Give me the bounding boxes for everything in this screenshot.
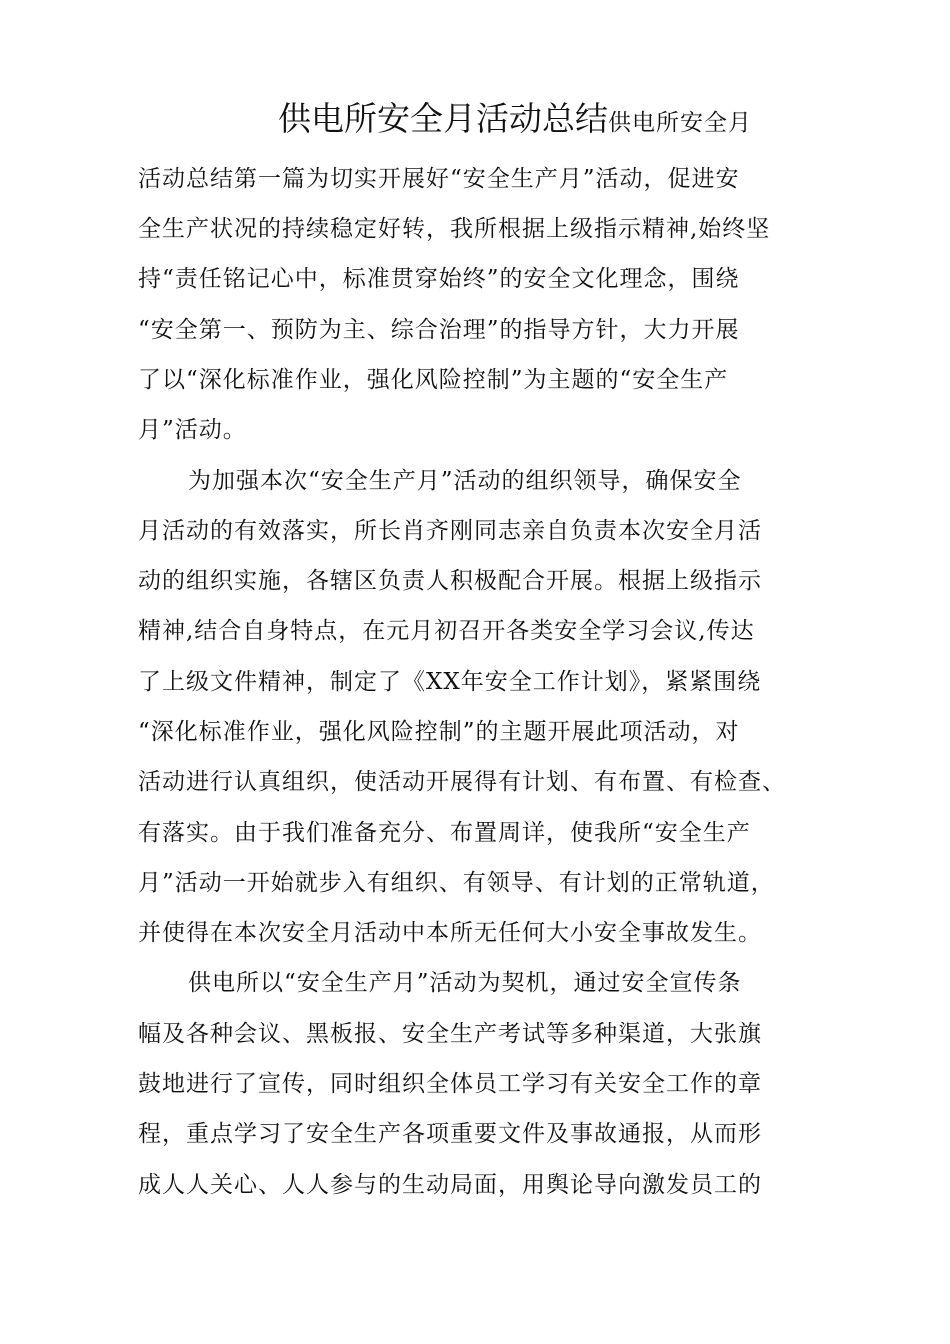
paragraph-2-line-2: 月活动的有效落实，所长肖齐刚同志亲自负责本次安全月活: [138, 518, 762, 544]
paragraph-2-line-5: 了上级文件精神，制定了《XX年安全工作计划》，紧紧围绕: [138, 669, 762, 695]
paragraph-2-line-8: 有落实。由于我们准备充分、布置周详，使我所“安全生产: [138, 820, 751, 846]
title-line: [278, 99, 752, 138]
title-line-tail: 供电所安全月: [608, 110, 752, 136]
paragraph-1-line-4: “安全第一、预防为主、综合治理”的指导方针，大力开展: [138, 317, 740, 343]
paragraph-3-line-3: 鼓地进行了宣传，同时组织全体员工学习有关安全工作的章: [138, 1071, 762, 1097]
paragraph-3-line-1: 供电所以“安全生产月”活动为契机，通过安全宣传条: [188, 970, 742, 996]
paragraph-2-line-1: 为加强本次“安全生产月”活动的组织领导，确保安全: [188, 468, 742, 494]
paragraph-3-line-5: 成人人关心、人人参与的生动局面，用舆论导向激发员工的: [138, 1172, 762, 1198]
document-title: 供电所安全月活动总结: [278, 99, 608, 138]
paragraph-2-line-6: “深化标准作业，强化风险控制”的主题开展此项活动，对: [138, 719, 740, 745]
paragraph-2-line-10: 并使得在本次安全月活动中本所无任何大小安全事故发生。: [138, 920, 762, 946]
paragraph-3-line-2: 幅及各种会议、黑板报、安全生产考试等多种渠道，大张旗: [138, 1021, 762, 1047]
paragraph-1-line-5: 了以“深化标准作业，强化风险控制”为主题的“安全生产: [138, 367, 729, 393]
paragraph-2-line-7: 活动进行认真组织，使活动开展得有计划、有布置、有检查、: [138, 769, 786, 795]
paragraph-1-line-6: 月”活动。: [138, 417, 247, 443]
paragraph-1-line-3: 持“责任铭记心中，标准贯穿始终”的安全文化理念，围绕: [138, 266, 740, 292]
paragraph-2-line-9: 月”活动一开始就步入有组织、有领导、有计划的正常轨道，: [138, 870, 775, 896]
paragraph-3-line-4: 程，重点学习了安全生产各项重要文件及事故通报，从而形: [138, 1121, 762, 1147]
paragraph-1-line-2: 全生产状况的持续稳定好转，我所根据上级指示精神,始终坚: [138, 216, 771, 242]
paragraph-2-line-4: 精神,结合自身特点，在元月初召开各类安全学习会议,传达: [138, 618, 755, 644]
paragraph-1-line-1: 活动总结第一篇为切实开展好“安全生产月”活动，促进安: [138, 166, 740, 192]
paragraph-2-line-3: 动的组织实施，各辖区负责人积极配合开展。根据上级指示: [138, 568, 762, 594]
